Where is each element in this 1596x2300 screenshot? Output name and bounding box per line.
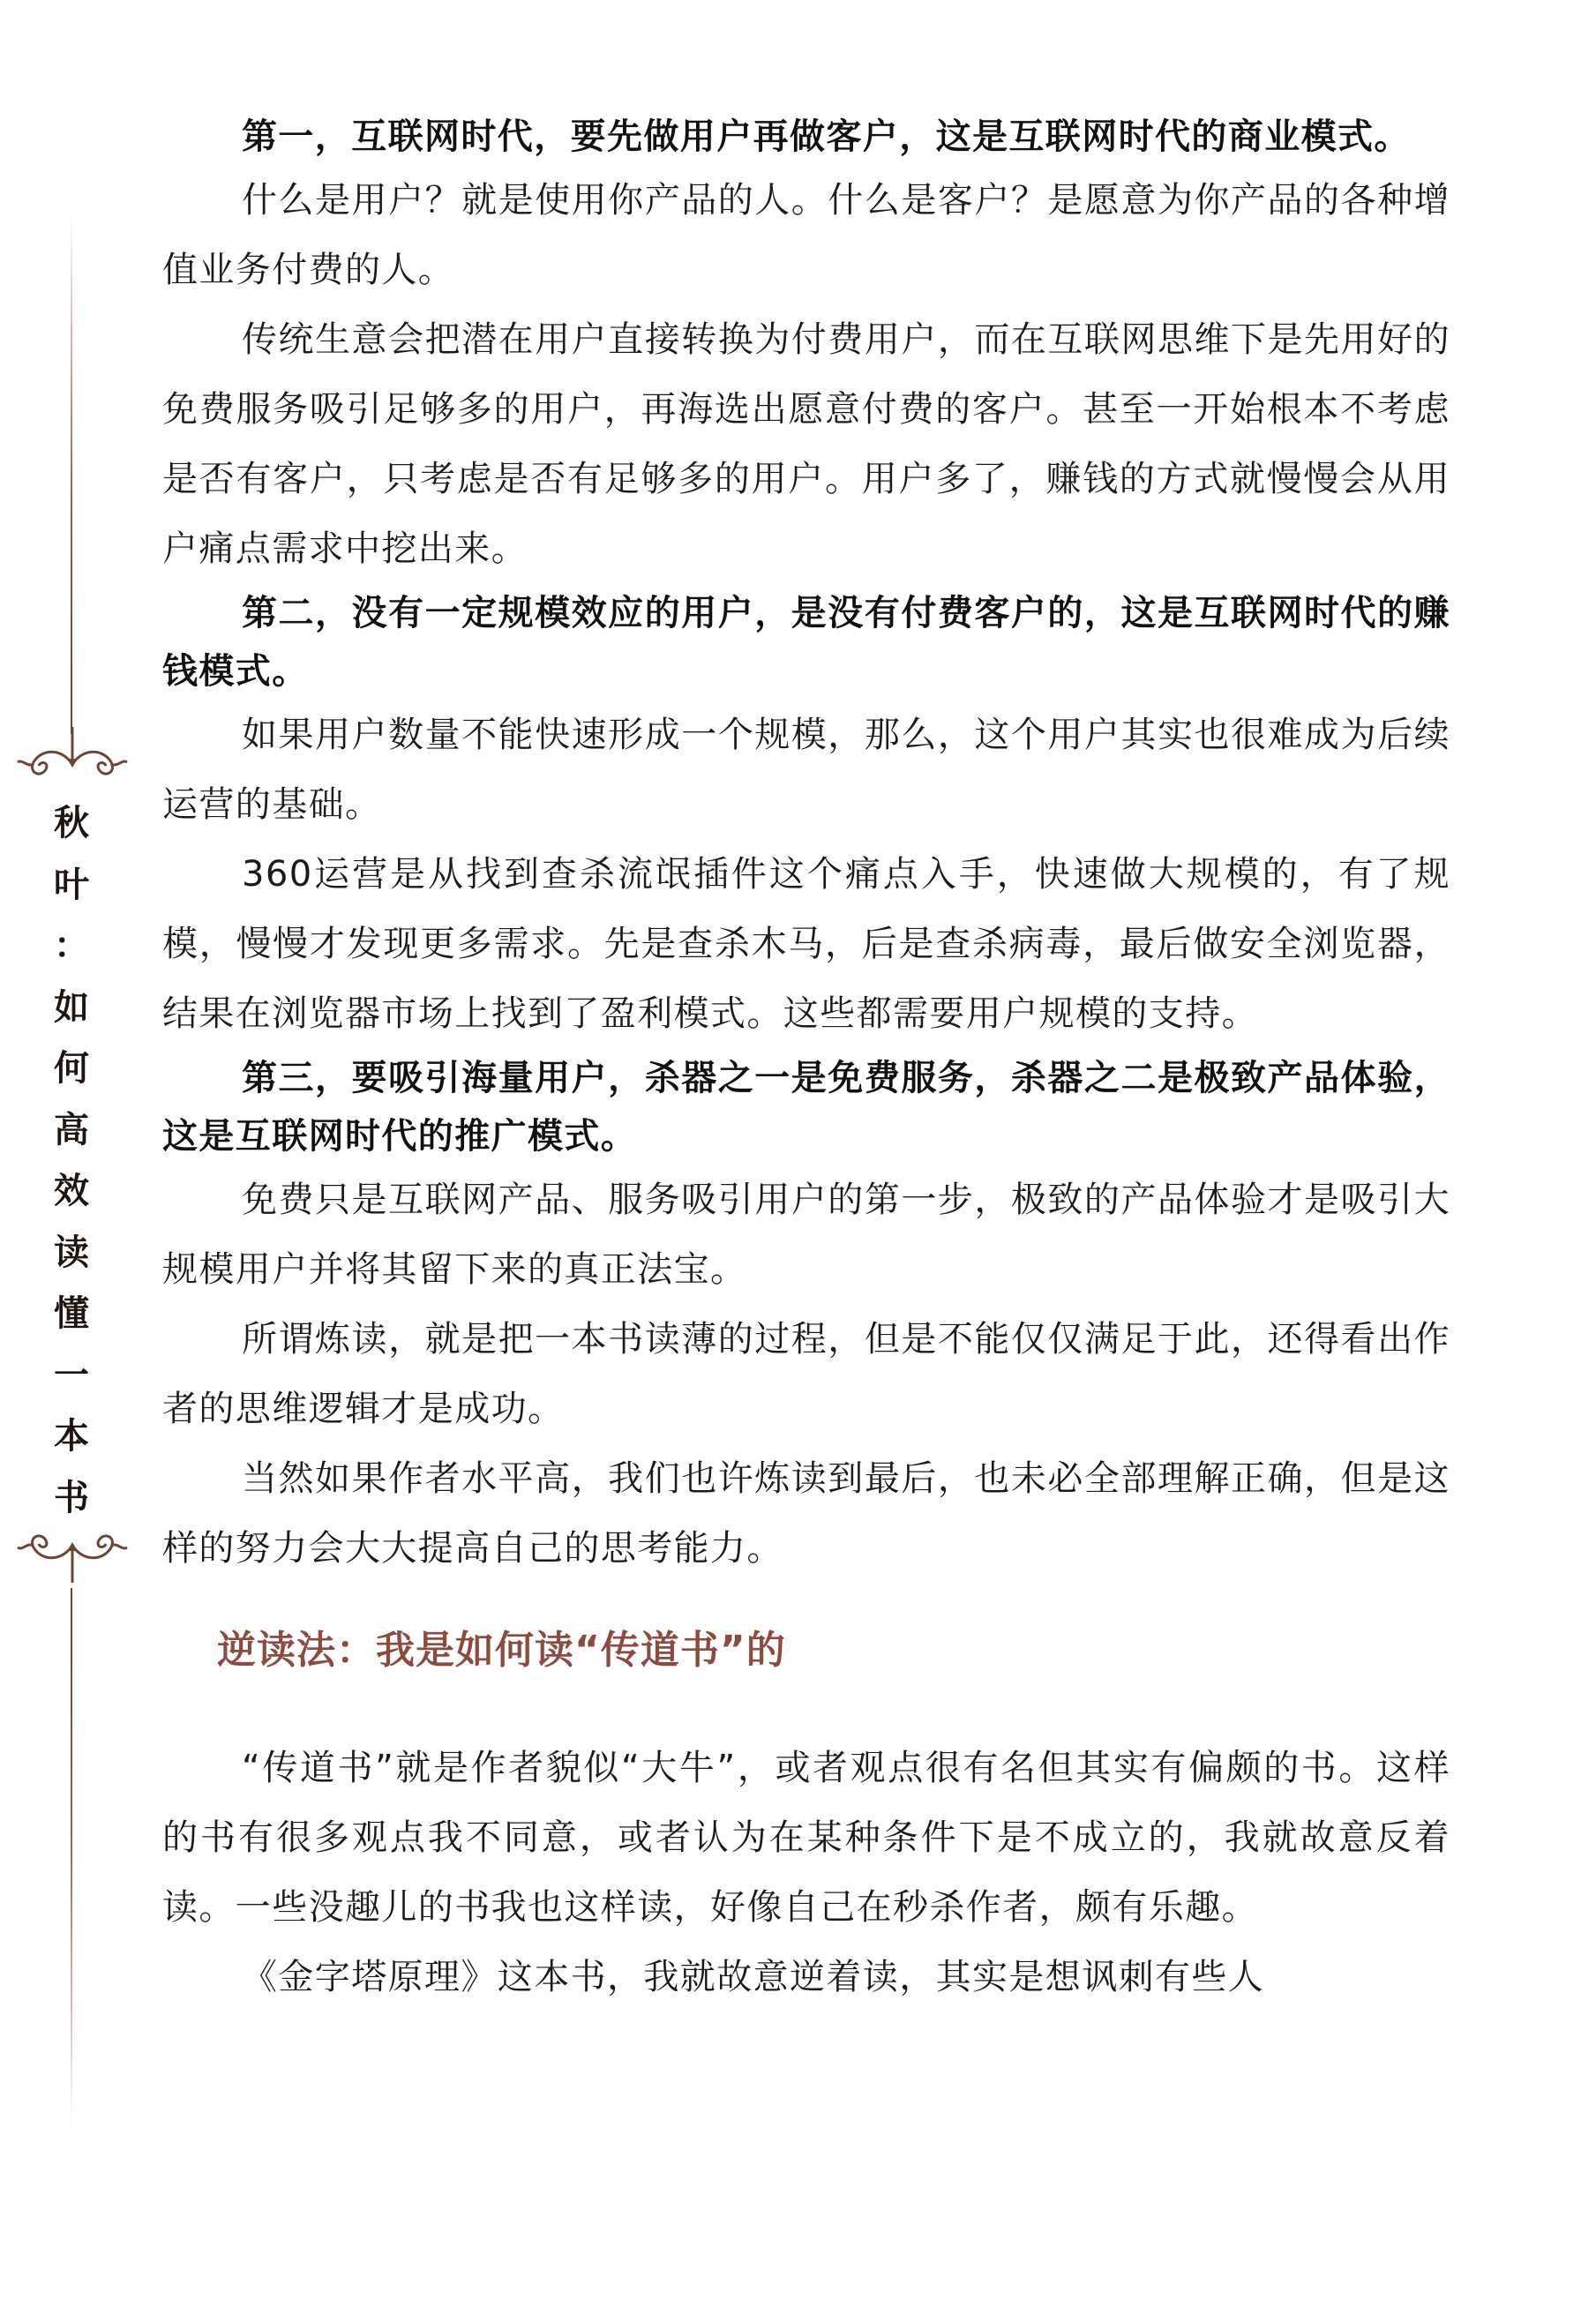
paragraph: 免费只是互联网产品、服务吸引用户的第一步，极致的产品体验才是吸引大规模用户并将其留下来的真正法宝。 <box>162 1180 1450 1290</box>
paragraph: 360运营是从找到查杀流氓插件这个痛点入手，快速做大规模的，有了规模，慢慢才发现更多需求。先是查杀木马，后是查杀病毒，最后做安全浏览器，结果在浏览器市场上找到了盈利模式。这些都需要用户规模的支持。 <box>162 854 1450 1034</box>
side-book-title <box>44 792 99 1528</box>
side-rule-top <box>71 212 72 734</box>
side-title-char: 秋 <box>54 802 89 843</box>
side-rule-bottom <box>71 1588 72 2126</box>
paragraph: 当然如果作者水平高，我们也许炼读到最后，也未必全部理解正确，但是这样的努力会大大提高自己的思考能力。 <box>162 1458 1450 1569</box>
key-point-3: 第三，要吸引海量用户，杀器之一是免费服务，杀器之二是极致产品体验，这是互联网时代的推广模式。 <box>162 1058 1450 1157</box>
paragraph: 所谓炼读，就是把一本书读薄的过程，但是不能仅仅满足于此，还得看出作者的思维逻辑才是成功。 <box>162 1319 1450 1429</box>
paragraph: 什么是用户？就是使用你产品的人。什么是客户？是愿意为你产品的各种增值业务付费的人。 <box>162 180 1450 290</box>
side-title-char: 如 <box>54 985 89 1028</box>
paragraph: 传统生意会把潜在用户直接转换为付费用户，而在互联网思维下是先用好的免费服务吸引足够多的用户，再海选出愿意付费的客户。甚至一开始根本不考虑是否有客户，只考虑是否有足够多的用户。用户多了，赚钱的方式就慢慢会从用户痛点需求中挖出来。 <box>162 319 1450 569</box>
flourish-bottom-ornament <box>14 1525 131 1586</box>
paragraph: 《金字塔原理》这本书，我就故意逆着读，其实是想讽刺有些人 <box>242 1957 1265 1997</box>
side-title-char: 高 <box>54 1108 89 1150</box>
section-title: 逆读法：我是如何读“传道书”的 <box>217 1628 786 1673</box>
side-title-char: 懂 <box>54 1292 89 1334</box>
flourish-top-ornament <box>14 723 131 785</box>
side-title-char: 本 <box>54 1415 89 1457</box>
side-title-char: 书 <box>54 1476 89 1518</box>
side-title-char: 一 <box>54 1353 89 1396</box>
key-point-2: 第二，没有一定规模效应的用户，是没有付费客户的，这是互联网时代的赚钱模式。 <box>162 593 1450 692</box>
article-body <box>162 108 1450 2012</box>
key-point-1: 第一，互联网时代，要先做用户再做客户，这是互联网时代的商业模式。 <box>242 116 1411 157</box>
side-title-char: 叶 <box>54 863 89 905</box>
side-title-char: 读 <box>54 1231 89 1273</box>
paragraph: “传道书”就是作者貌似“大牛”，或者观点很有名但其实有偏颇的书。这样的书有很多观点我不同意，或者认为在某种条件下是不成立的，我就故意反着读。一些没趣儿的书我也这样读，好像自己在秒杀作者，颇有乐趣。 <box>162 1748 1450 1928</box>
side-title-char: 效 <box>54 1170 89 1211</box>
paragraph: 如果用户数量不能快速形成一个规模，那么，这个用户其实也很难成为后续运营的基础。 <box>162 715 1450 825</box>
side-title-char: ： <box>54 925 89 966</box>
side-title-char: 何 <box>54 1047 89 1089</box>
section-spacer <box>162 1677 1450 1734</box>
